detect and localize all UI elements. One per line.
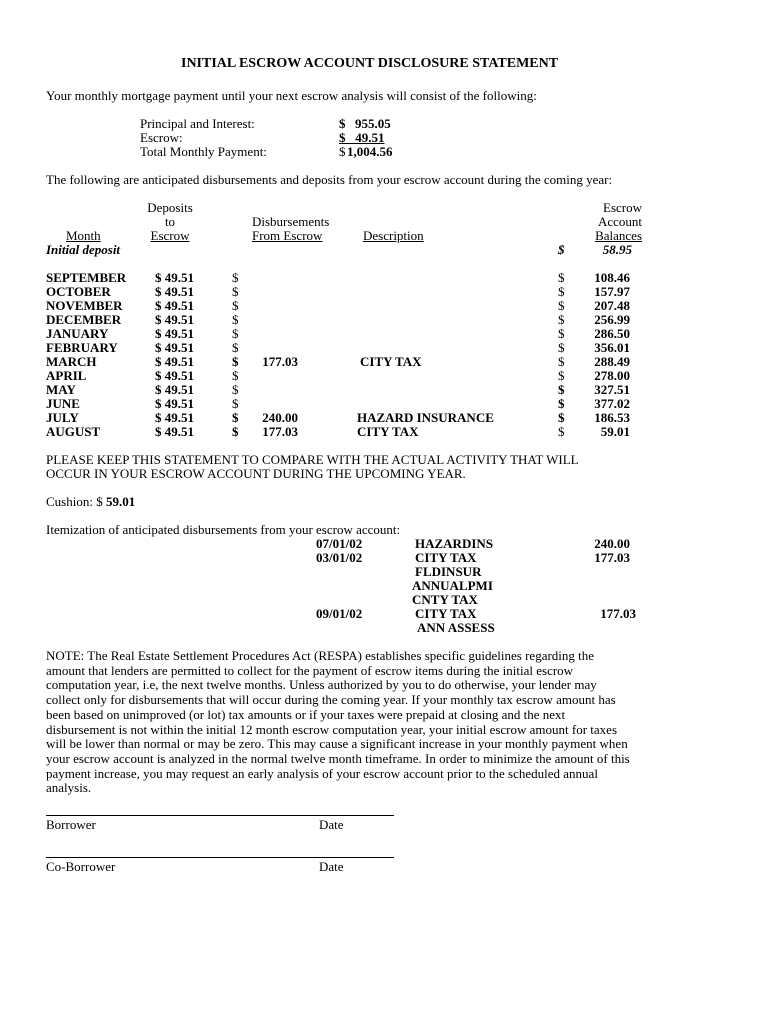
row-deposit: $ 49.51 [155,410,194,425]
row-month: OCTOBER [46,284,111,299]
itemization-description: CITY TAX [415,550,477,565]
row-disbursement-dollar: $ [232,424,239,439]
borrower-label: Borrower [46,817,96,832]
row-description: CITY TAX [360,354,422,369]
row-balance-dollar: $ [558,326,565,341]
header-balances: Balances [595,228,642,243]
keep-statement-line-1: PLEASE KEEP THIS STATEMENT TO COMPARE WITH THE ACTUAL ACTIVITY THAT WILL [46,452,579,467]
itemization-date: 09/01/02 [316,606,363,621]
itemization-amount: 177.03 [594,550,630,565]
row-month: FEBRUARY [46,340,118,355]
header-from-escrow: From Escrow [252,228,323,243]
header-deposits-to: to [164,214,176,229]
total-payment-label: Total Monthly Payment: [140,144,267,159]
row-balance: 356.01 [594,340,630,355]
principal-interest-dollar: $ [339,116,346,131]
cushion-value: 59.01 [105,494,136,509]
header-disbursements: Disbursements [252,214,330,229]
row-disbursement-dollar: $ [232,368,239,383]
row-month: APRIL [46,368,87,383]
itemization-description: ANN ASSESS [417,620,495,635]
row-balance: 207.48 [594,298,630,313]
row-balance-dollar: $ [558,368,565,383]
note-line: amount that lenders are permitted to collect for the payment of escrow items during the initial escrow [46,662,574,678]
row-balance-dollar: $ [558,424,565,439]
note-line: collect only for disbursements that will occur during the coming year. If your monthly tax escrow amount has [46,692,616,708]
row-month: SEPTEMBER [46,270,127,285]
header-description: Description [363,228,424,243]
row-deposit: $ 49.51 [155,312,194,327]
row-disbursement-dollar: $ [232,284,239,299]
disbursements-intro: The following are anticipated disbursements and deposits from your escrow account during the coming year: [46,172,613,187]
row-disbursement-dollar: $ [232,354,239,369]
header-escrow: Escrow [603,200,642,215]
row-balance: 108.46 [594,270,630,285]
coborrower-label: Co-Borrower [46,859,116,874]
row-disbursement-dollar: $ [232,326,239,341]
note-line: computation year, i.e, the next twelve months. Unless authorized by you to do otherwise, your lender may [46,677,597,693]
row-description: CITY TAX [357,424,419,439]
row-balance-dollar: $ [558,382,565,397]
note-line: payment increase, you may request an early analysis of your escrow account prior to the scheduled annual [46,765,598,781]
row-disbursement-dollar: $ [232,410,239,425]
row-description: HAZARD INSURANCE [357,410,494,425]
escrow-label: Escrow: [140,130,183,145]
borrower-date-label: Date [319,817,344,832]
row-balance-dollar: $ [558,284,565,299]
coborrower-signature-line [46,857,394,858]
row-deposit: $ 49.51 [155,340,194,355]
itemization-amount: 240.00 [594,536,630,551]
row-deposit: $ 49.51 [155,270,194,285]
row-month: MARCH [46,354,97,369]
row-balance: 286.50 [594,326,630,341]
row-balance: 278.00 [594,368,630,383]
page-title: INITIAL ESCROW ACCOUNT DISCLOSURE STATEMENT [181,56,559,71]
note-line: been based on unimproved (or lot) tax amounts or if your taxes were prepaid at closing and the next [46,706,566,722]
row-month: DECEMBER [46,312,122,327]
itemization-description: CNTY TAX [412,592,478,607]
row-month: NOVEMBER [46,298,123,313]
header-deposits: Deposits [147,200,193,215]
itemization-description: FLDINSUR [415,564,482,579]
row-disbursement: 240.00 [262,410,298,425]
row-month: JULY [46,410,79,425]
row-balance-dollar: $ [558,298,565,313]
itemization-description: CITY TAX [415,606,477,621]
row-disbursement-dollar: $ [232,312,239,327]
row-balance: 59.01 [600,424,630,439]
row-disbursement-dollar: $ [232,340,239,355]
row-month: JUNE [46,396,80,411]
cushion-label: Cushion: $ [46,494,103,509]
row-disbursement: 177.03 [262,424,298,439]
note-line: NOTE: The Real Estate Settlement Procedures Act (RESPA) establishes specific guidelines regarding the [46,648,595,663]
itemization-description: HAZARDINS [415,536,494,551]
principal-interest-label: Principal and Interest: [140,116,255,131]
row-balance: 288.49 [594,354,630,369]
initial-deposit-dollar: $ [558,242,565,257]
total-payment-dollar: $ [339,144,346,159]
row-month: MAY [46,382,76,397]
row-deposit: $ 49.51 [155,298,194,313]
itemization-date: 07/01/02 [316,536,363,551]
itemization-date: 03/01/02 [316,550,363,565]
row-balance-dollar: $ [558,312,565,327]
row-month: JANUARY [46,326,109,341]
note-line: disbursement is not within the initial 12 month escrow computation year, your initial escrow amount for taxes [46,721,618,737]
note-line: will be lower than normal or may be zero. This may cause a significant increase in your monthly payment when [46,736,628,752]
row-disbursement-dollar: $ [232,270,239,285]
row-deposit: $ 49.51 [155,354,194,369]
row-disbursement-dollar: $ [232,298,239,313]
header-account: Account [597,214,642,229]
row-balance: 157.97 [594,284,630,299]
initial-deposit-label: Initial deposit [46,242,121,257]
row-balance-dollar: $ [558,340,565,355]
row-deposit: $ 49.51 [155,326,194,341]
borrower-signature-line [46,815,394,816]
principal-interest-value: 955.05 [355,116,391,131]
total-payment-value: 1,004.56 [347,144,393,159]
header-month: Month [66,228,101,243]
row-disbursement-dollar: $ [232,396,239,411]
row-deposit: $ 49.51 [155,368,194,383]
row-balance-dollar: $ [558,396,565,411]
intro-text: Your monthly mortgage payment until your next escrow analysis will consist of the following: [46,88,537,103]
row-deposit: $ 49.51 [155,284,194,299]
itemization-description: ANNUALPMI [412,578,493,593]
itemization-amount: 177.03 [600,606,636,621]
cushion [46,495,135,509]
initial-deposit-value: 58.95 [602,242,632,257]
escrow-value: $ 49.51 [339,130,385,145]
row-disbursement: 177.03 [262,354,298,369]
keep-statement-line-2: OCCUR IN YOUR ESCROW ACCOUNT DURING THE UPCOMING YEAR. [46,466,466,481]
row-deposit: $ 49.51 [155,424,194,439]
note-line: analysis. [46,780,92,796]
row-month: AUGUST [46,424,101,439]
row-deposit: $ 49.51 [155,382,194,397]
row-balance: 256.99 [594,312,630,327]
header-deposits-escrow: Escrow [150,228,190,243]
row-balance: 327.51 [594,382,630,397]
row-balance-dollar: $ [558,354,565,369]
note-line: your escrow account is analyzed in the normal twelve month timeframe. In order to minimize the amount of this [46,750,630,766]
itemization-intro: Itemization of anticipated disbursements from your escrow account: [46,522,401,537]
row-disbursement-dollar: $ [232,382,239,397]
row-balance-dollar: $ [558,270,565,285]
row-deposit: $ 49.51 [155,396,194,411]
row-balance-dollar: $ [558,410,565,425]
row-balance: 186.53 [594,410,630,425]
coborrower-date-label: Date [319,859,344,874]
row-balance: 377.02 [594,396,630,411]
